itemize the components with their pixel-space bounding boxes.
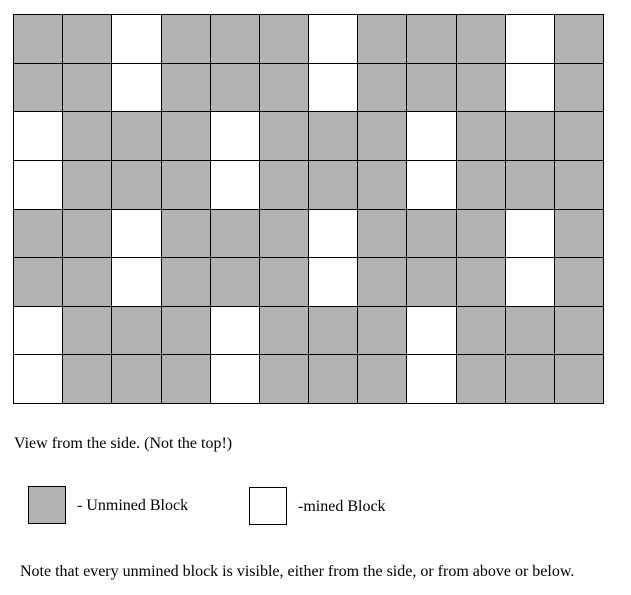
unmined-block: [358, 64, 407, 113]
unmined-block: [112, 161, 161, 210]
unmined-block: [260, 112, 309, 161]
unmined-block: [457, 355, 506, 404]
mined-block: [112, 210, 161, 259]
unmined-block: [506, 112, 555, 161]
mined-block: [211, 355, 260, 404]
mined-block: [211, 307, 260, 356]
unmined-block: [63, 355, 112, 404]
mined-block: [506, 64, 555, 113]
unmined-block: [14, 258, 63, 307]
unmined-block: [112, 112, 161, 161]
unmined-block: [260, 307, 309, 356]
mined-block: [14, 161, 63, 210]
unmined-block: [555, 161, 604, 210]
unmined-block: [162, 15, 211, 64]
mined-block: [14, 112, 63, 161]
legend-unmined-label: - Unmined Block: [77, 497, 189, 514]
mined-block: [309, 210, 358, 259]
unmined-block: [555, 64, 604, 113]
unmined-block: [260, 64, 309, 113]
unmined-block: [260, 161, 309, 210]
mined-block: [309, 258, 358, 307]
mined-block: [211, 112, 260, 161]
mined-block: [112, 258, 161, 307]
unmined-block: [358, 258, 407, 307]
unmined-block: [211, 64, 260, 113]
unmined-block: [112, 355, 161, 404]
unmined-block: [555, 15, 604, 64]
mined-block: [407, 112, 456, 161]
mined-block: [211, 161, 260, 210]
block-grid: [13, 14, 604, 404]
legend-mined-label: -mined Block: [298, 498, 386, 515]
visibility-note: Note that every unmined block is visible, either from the side, or from above or below.: [20, 563, 575, 580]
unmined-block: [457, 210, 506, 259]
unmined-block: [260, 15, 309, 64]
unmined-block: [358, 307, 407, 356]
unmined-block: [63, 15, 112, 64]
unmined-block: [555, 210, 604, 259]
unmined-block: [63, 258, 112, 307]
unmined-block: [14, 210, 63, 259]
unmined-block: [555, 112, 604, 161]
unmined-block: [14, 15, 63, 64]
unmined-block: [457, 161, 506, 210]
unmined-block: [63, 210, 112, 259]
unmined-block: [358, 161, 407, 210]
unmined-block: [407, 210, 456, 259]
unmined-block: [260, 355, 309, 404]
unmined-block: [309, 161, 358, 210]
view-caption: View from the side. (Not the top!): [14, 435, 233, 452]
mined-block: [112, 64, 161, 113]
mined-block: [309, 64, 358, 113]
mined-block: [309, 15, 358, 64]
unmined-block: [555, 355, 604, 404]
unmined-block: [358, 355, 407, 404]
unmined-block: [211, 210, 260, 259]
mined-block: [14, 307, 63, 356]
unmined-block: [14, 64, 63, 113]
legend-unmined-swatch: [28, 486, 66, 524]
unmined-block: [162, 307, 211, 356]
unmined-block: [63, 161, 112, 210]
unmined-block: [63, 307, 112, 356]
mined-block: [407, 355, 456, 404]
unmined-block: [358, 112, 407, 161]
unmined-block: [211, 15, 260, 64]
unmined-block: [358, 15, 407, 64]
unmined-block: [211, 258, 260, 307]
unmined-block: [506, 355, 555, 404]
unmined-block: [506, 161, 555, 210]
unmined-block: [309, 307, 358, 356]
unmined-block: [457, 64, 506, 113]
unmined-block: [555, 258, 604, 307]
unmined-block: [457, 307, 506, 356]
mined-block: [506, 210, 555, 259]
unmined-block: [555, 307, 604, 356]
unmined-block: [162, 64, 211, 113]
unmined-block: [63, 112, 112, 161]
mined-block: [407, 161, 456, 210]
unmined-block: [162, 161, 211, 210]
unmined-block: [162, 258, 211, 307]
unmined-block: [457, 15, 506, 64]
unmined-block: [407, 64, 456, 113]
unmined-block: [407, 258, 456, 307]
unmined-block: [309, 355, 358, 404]
unmined-block: [260, 258, 309, 307]
legend-mined-swatch: [249, 487, 287, 525]
unmined-block: [162, 210, 211, 259]
unmined-block: [162, 112, 211, 161]
mined-block: [112, 15, 161, 64]
unmined-block: [457, 258, 506, 307]
unmined-block: [358, 210, 407, 259]
unmined-block: [309, 112, 358, 161]
mined-block: [506, 258, 555, 307]
unmined-block: [407, 15, 456, 64]
unmined-block: [63, 64, 112, 113]
mined-block: [506, 15, 555, 64]
unmined-block: [112, 307, 161, 356]
unmined-block: [162, 355, 211, 404]
unmined-block: [260, 210, 309, 259]
mined-block: [14, 355, 63, 404]
mined-block: [407, 307, 456, 356]
unmined-block: [506, 307, 555, 356]
unmined-block: [457, 112, 506, 161]
